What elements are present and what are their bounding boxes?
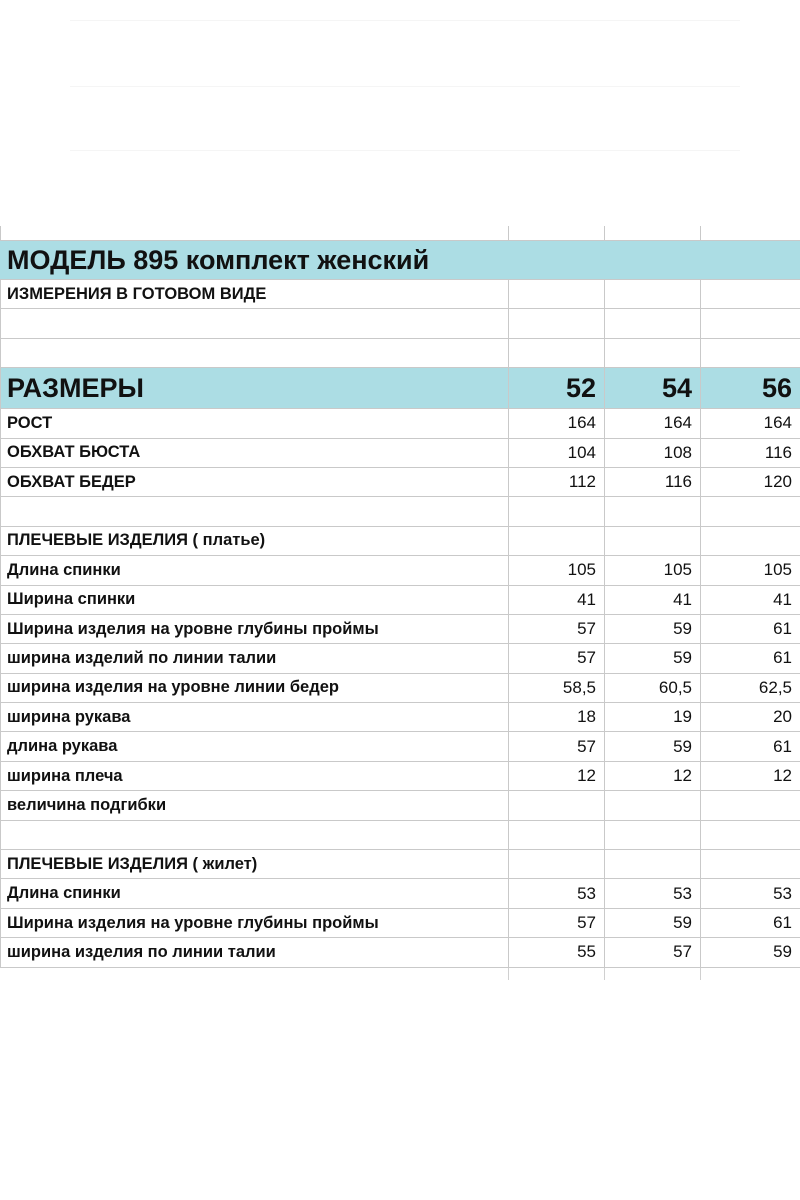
row-label: ширина изделий по линии талии [1, 644, 509, 673]
table-row [1, 673, 800, 702]
value-cell: 108 [605, 438, 701, 467]
value-cell: 12 [701, 761, 800, 790]
empty-row [1, 820, 800, 849]
value-cell: 55 [509, 938, 605, 967]
value-cell: 164 [509, 409, 605, 438]
value-cell: 53 [509, 879, 605, 908]
cut-off-row-edge [0, 968, 800, 978]
value-cell: 59 [605, 908, 701, 937]
value-cell: 59 [701, 938, 800, 967]
title-row [1, 241, 800, 280]
table-row [1, 791, 800, 820]
section-heading-row [1, 526, 800, 555]
value-cell: 12 [605, 761, 701, 790]
size-cell: 52 [509, 368, 605, 409]
value-cell: 60,5 [605, 673, 701, 702]
value-cell: 61 [701, 644, 800, 673]
value-cell: 41 [701, 585, 800, 614]
subtitle: ИЗМЕРЕНИЯ В ГОТОВОМ ВИДЕ [1, 280, 509, 309]
table-row [1, 703, 800, 732]
size-cell: 54 [605, 368, 701, 409]
table-row [1, 585, 800, 614]
value-cell: 53 [701, 879, 800, 908]
row-label: ОБХВАТ БЮСТА [1, 438, 509, 467]
value-cell: 53 [605, 879, 701, 908]
value-cell: 120 [701, 467, 800, 496]
size-chart-sheet [0, 226, 800, 978]
row-label: Ширина изделия на уровне глубины проймы [1, 614, 509, 643]
value-cell: 59 [605, 614, 701, 643]
value-cell: 57 [509, 732, 605, 761]
sizes-header-row [1, 368, 800, 409]
value-cell: 58,5 [509, 673, 605, 702]
row-label: величина подгибки [1, 791, 509, 820]
table-row [1, 732, 800, 761]
value-cell: 20 [701, 703, 800, 732]
row-label: ширина изделия по линии талии [1, 938, 509, 967]
value-cell: 18 [509, 703, 605, 732]
value-cell: 61 [701, 614, 800, 643]
vest-section-heading: ПЛЕЧЕВЫЕ ИЗДЕЛИЯ ( жилет) [1, 850, 509, 879]
value-cell: 112 [509, 467, 605, 496]
value-cell: 59 [605, 644, 701, 673]
faded-background-text [0, 0, 800, 230]
value-cell: 116 [605, 467, 701, 496]
value-cell: 57 [509, 614, 605, 643]
table-row [1, 908, 800, 937]
size-cell: 56 [701, 368, 800, 409]
empty-row [1, 338, 800, 367]
row-label: ширина рукава [1, 703, 509, 732]
value-cell: 164 [701, 409, 800, 438]
value-cell: 41 [509, 585, 605, 614]
size-chart-table [0, 226, 800, 968]
value-cell [509, 791, 605, 820]
value-cell: 105 [509, 556, 605, 585]
table-row [1, 438, 800, 467]
row-label: Длина спинки [1, 879, 509, 908]
value-cell: 57 [605, 938, 701, 967]
value-cell: 61 [701, 908, 800, 937]
section-heading-row [1, 850, 800, 879]
value-cell: 104 [509, 438, 605, 467]
table-row [1, 409, 800, 438]
value-cell: 61 [701, 732, 800, 761]
row-label: ОБХВАТ БЕДЕР [1, 467, 509, 496]
row-label: Длина спинки [1, 556, 509, 585]
sizes-label: РАЗМЕРЫ [1, 368, 509, 409]
row-label: Ширина спинки [1, 585, 509, 614]
value-cell: 164 [605, 409, 701, 438]
table-row [1, 556, 800, 585]
value-cell: 59 [605, 732, 701, 761]
row-label: Ширина изделия на уровне глубины проймы [1, 908, 509, 937]
value-cell: 41 [605, 585, 701, 614]
value-cell: 57 [509, 644, 605, 673]
value-cell [701, 791, 800, 820]
table-row [1, 761, 800, 790]
page-title: МОДЕЛЬ 895 комплект женский [1, 241, 800, 280]
value-cell: 57 [509, 908, 605, 937]
value-cell: 105 [701, 556, 800, 585]
value-cell: 62,5 [701, 673, 800, 702]
table-row [1, 938, 800, 967]
value-cell: 105 [605, 556, 701, 585]
value-cell: 19 [605, 703, 701, 732]
value-cell: 116 [701, 438, 800, 467]
subtitle-row [1, 280, 800, 309]
empty-row [1, 309, 800, 338]
empty-row [1, 497, 800, 526]
value-cell [605, 791, 701, 820]
table-row [1, 879, 800, 908]
row-label: ширина плеча [1, 761, 509, 790]
top-gap-row [1, 226, 800, 241]
dress-section-heading: ПЛЕЧЕВЫЕ ИЗДЕЛИЯ ( платье) [1, 526, 509, 555]
row-label: РОСТ [1, 409, 509, 438]
table-row [1, 644, 800, 673]
value-cell: 12 [509, 761, 605, 790]
row-label: длина рукава [1, 732, 509, 761]
table-row [1, 467, 800, 496]
row-label: ширина изделия на уровне линии бедер [1, 673, 509, 702]
table-row [1, 614, 800, 643]
